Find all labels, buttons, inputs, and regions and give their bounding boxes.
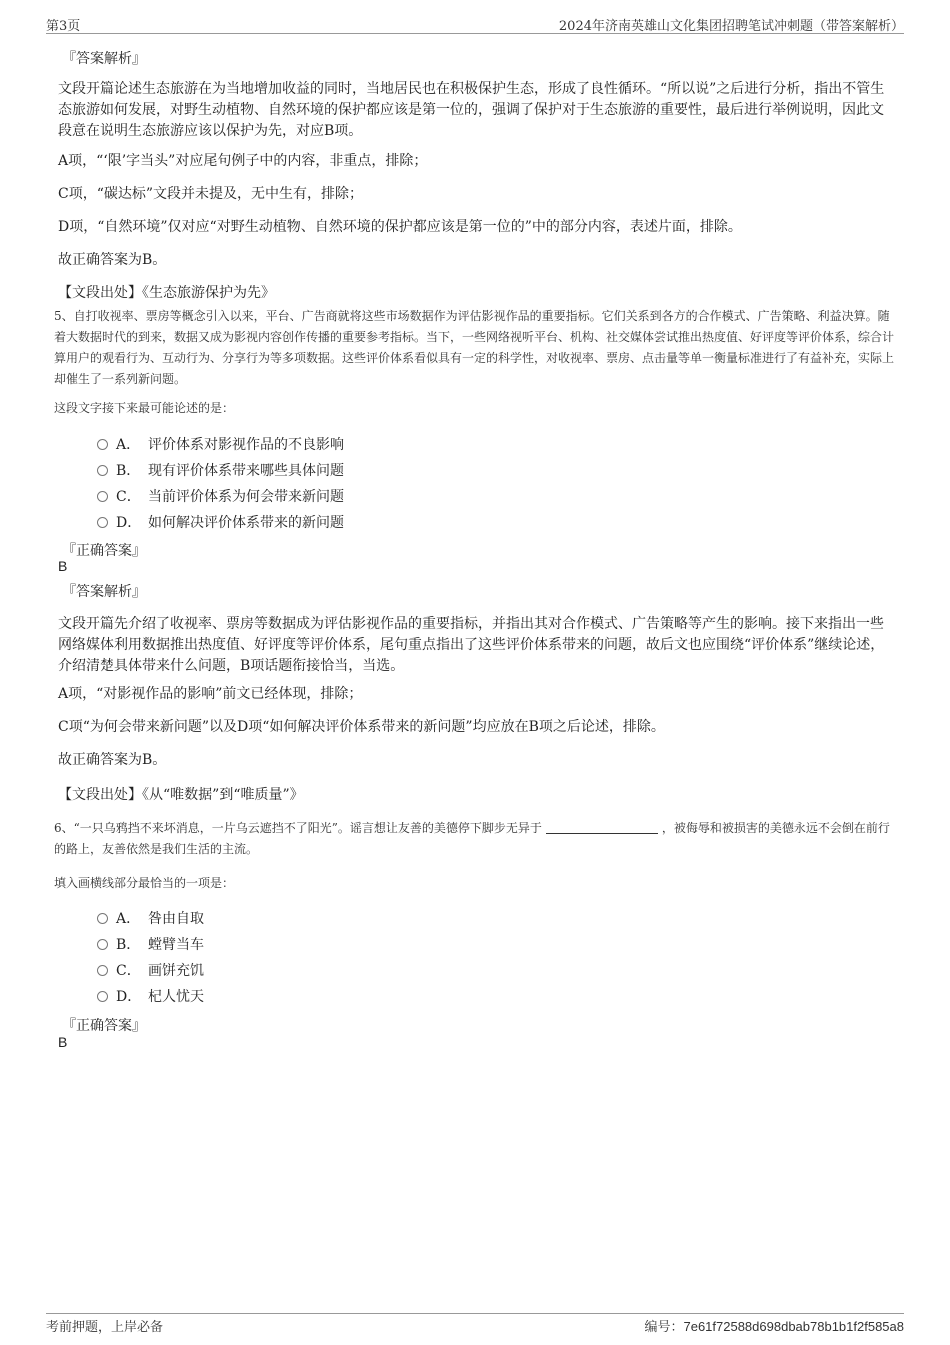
radio-icon[interactable] [97,939,108,950]
radio-icon[interactable] [97,913,108,924]
q6-answer-label: 『正确答案』 [62,1018,146,1034]
code-value: 7e61f72588d698dbab78b1b1f2f585a8 [683,1319,904,1334]
option-text: 评价体系对影视作品的不良影响 [148,437,344,453]
q5-option-c[interactable] [97,486,344,506]
option-key: C． [116,963,141,979]
q4-source: 【文段出处】《生态旅游保护为先》 [58,285,275,301]
q5-answer: B [58,558,68,574]
q5-note-cd: C项“为何会带来新问题”以及D项“如何解决评价体系带来的新问题”均应放在B项之后论述，排除。 [58,719,665,735]
option-key: B． [116,937,141,953]
footer-slogan: 考前押题，上岸必备 [46,1320,164,1335]
q6-option-a[interactable] [97,908,204,928]
q5-option-a[interactable] [97,434,344,454]
code-label: 编号： [644,1320,684,1335]
option-key: A． [116,437,141,453]
q6-option-c[interactable] [97,960,204,980]
radio-icon[interactable] [97,491,108,502]
option-text: 画饼充饥 [148,963,204,979]
q6-option-d[interactable] [97,986,204,1006]
option-text: 如何解决评价体系带来的新问题 [148,515,344,531]
q6-stem-before: 6、“一只乌鸦挡不来坏消息，一片乌云遮挡不了阳光”。谣言想让友善的美德停下脚步无异于 [54,821,542,835]
q4-note-d: D项，“自然环境”仅对应“对野生动植物、自然环境的保护都应该是第一位的”中的部分内容，表述片面，排除。 [58,219,742,235]
option-key: D． [116,515,142,531]
q5-analysis: 文段开篇先介绍了收视率、票房等数据成为评估影视作品的重要指标，并指出其对合作模式、广告策略等产生的影响。接下来指出一些网络媒体利用数据推出热度值、好评度等评价体系，尾句重点指出了这些评价体系带来的问题，故后文也应围绕“评价体系”继续论述，介绍清楚具体带来什么问题，B项话题衔接恰当，当选。 [58,616,885,674]
option-text: 现有评价体系带来哪些具体问题 [148,463,344,479]
option-text: 咎由自取 [148,911,204,927]
q6-option-b[interactable] [97,934,204,954]
option-key: A． [116,911,141,927]
q6-answer: B [58,1034,68,1050]
radio-icon[interactable] [97,965,108,976]
q5-stem: 5、自打收视率、票房等概念引入以来，平台、广告商就将这些市场数据作为评估影视作品的重要指标。它们关系到各方的合作模式、广告策略、利益决算。随着大数据时代的到来，数据又成为影视内容创作传播的重要参考指标。当下，一些网络视听平台、机构、社交媒体尝试推出热度值、好评度等评价体系，综合计算用户的观看行为、互动行为、分享行为等多项数据。这些评价体系看似具有一定的科学性，对收视率、票房、点击量等单一衡量标准进行了有益补充，实际上却催生了一系列新问题。 [54,309,895,386]
q4-analysis: 文段开篇论述生态旅游在为当地增加收益的同时，当地居民也在积极保护生态，形成了良性循环。“所以说”之后进行分析，指出不管生态旅游如何发展，对野生动植物、自然环境的保护都应该是第一位的，强调了保护对于生态旅游的重要性，最后进行举例说明，因此文段意在说明生态旅游应该以保护为先，对应B项。 [58,81,885,139]
q5-note-a: A项，“对影视作品的影响”前文已经体现，排除； [58,686,363,702]
page-number: 第3页 [46,19,81,34]
radio-icon[interactable] [97,439,108,450]
q6-stem-after: ，被侮辱和被损害的美德永远不会倒在前行的路上，友善依然是我们生活的主流。 [54,821,890,856]
option-key: D． [116,989,142,1005]
q5-option-d[interactable] [97,512,344,532]
q5-source: 【文段出处】《从“唯数据”到“唯质量”》 [58,787,304,803]
q5-conclusion: 故正确答案为B。 [58,752,167,768]
option-text: 杞人忧天 [148,989,204,1005]
option-key: B． [116,463,141,479]
q4-conclusion: 故正确答案为B。 [58,252,167,268]
document-title: 2024年济南英雄山文化集团招聘笔试冲刺题（带答案解析） [558,19,904,34]
radio-icon[interactable] [97,465,108,476]
option-text: 当前评价体系为何会带来新问题 [148,489,344,505]
page-header [46,14,904,34]
q5-option-b[interactable] [97,460,344,480]
q4-analysis-label: 『答案解析』 [62,51,146,67]
q6-stem [54,818,900,860]
document-code [644,1316,904,1335]
option-key: C． [116,489,141,505]
q4-note-a: A项，“‘限’字当头”对应尾句例子中的内容，非重点，排除； [58,153,428,169]
option-text: 螳臂当车 [148,937,204,953]
fill-blank [546,821,658,834]
page-footer [46,1313,904,1336]
q6-prompt: 填入画横线部分最恰当的一项是： [54,876,235,890]
q4-note-c: C项，“碳达标”文段并未提及，无中生有，排除； [58,186,364,202]
radio-icon[interactable] [97,517,108,528]
q5-analysis-label: 『答案解析』 [62,584,146,600]
radio-icon[interactable] [97,991,108,1002]
q5-answer-label: 『正确答案』 [62,543,146,559]
q5-prompt: 这段文字接下来最可能论述的是： [54,401,235,415]
